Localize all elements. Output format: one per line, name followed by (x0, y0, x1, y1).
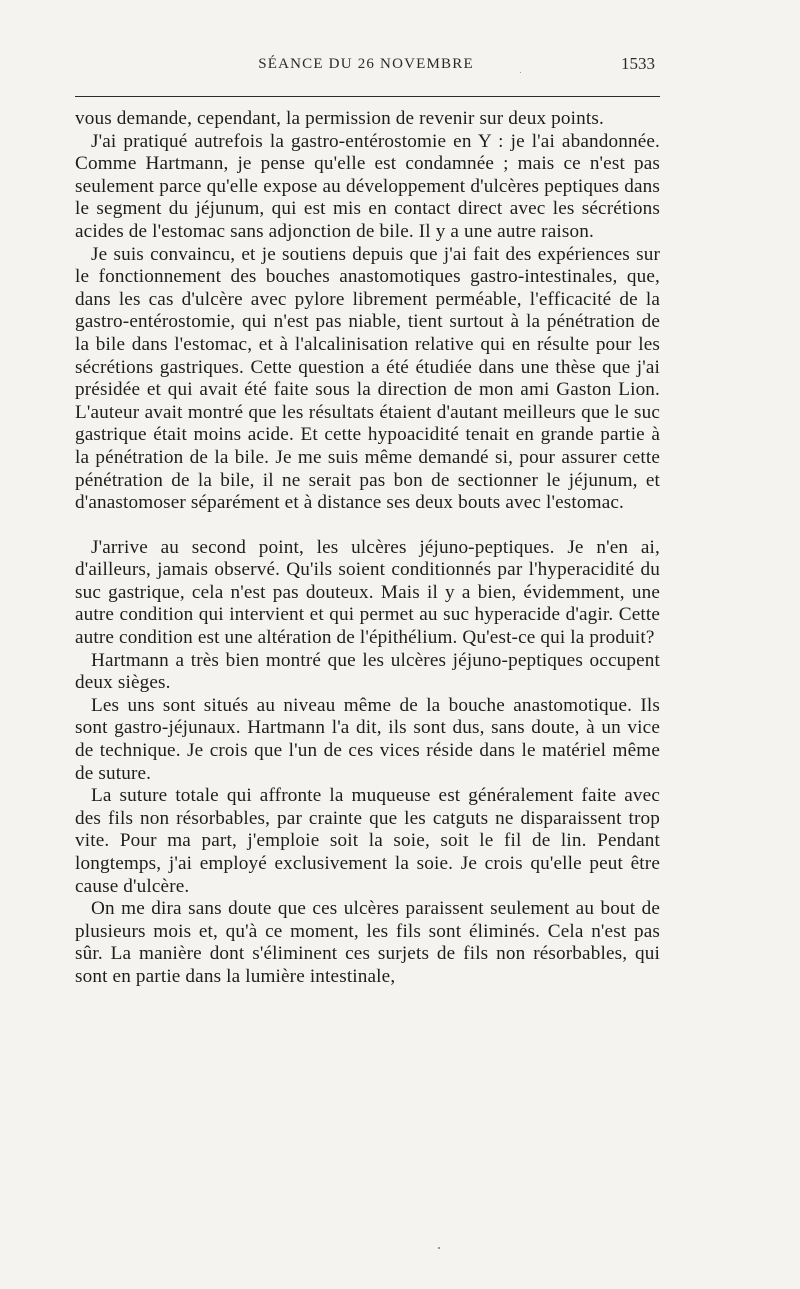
paragraph: La suture totale qui affronte la muqueuse est généralement faite avec des fils non résorbables, par crainte que les catguts ne disparaissent trop vite. Pour ma part, j'emploie soit la soie, soit le fil de lin. Pendant longtemps, j'ai employé exclusivement la soie. Je crois qu'elle peut être cause d'ulcère. (75, 785, 660, 897)
paragraph: Je suis convaincu, et je soutiens depuis que j'ai fait des expériences sur le fonctionnement des bouches anastomotiques gastro-intestinales, que, dans les cas d'ulcère avec pylore librement perméable, l'efficacité de la gastro-entérostomie, qui n'est pas niable, tient surtout à la pénétration de la bile dans l'estomac, et à l'alcalinisation relative qui en résulte pour les sécrétions gastriques. Cette question a été étudiée dans une thèse que j'ai présidée et qui avait été faite sous la direction de mon ami Gaston Lion. L'auteur avait montré que les résultats étaient d'autant meilleurs que le suc gastrique était moins acide. Et cette hypoacidité tenait en grande partie à la pénétration de la bile. Je me suis même demandé si, pour assurer cette pénétration de la bile, il ne serait pas bon de sectionner le jéjunum, et d'anastomoser séparément et à distance ses deux bouts avec l'estomac. (75, 243, 660, 514)
header-rule (75, 96, 660, 97)
paper-speck (520, 72, 521, 73)
paragraph: Hartmann a très bien montré que les ulcères jéjuno-peptiques occupent deux sièges. (75, 649, 660, 694)
page-header (75, 56, 657, 80)
body-text (75, 108, 660, 989)
paragraph: vous demande, cependant, la permission de revenir sur deux points. (75, 108, 604, 129)
paragraph: On me dira sans doute que ces ulcères paraissent seulement au bout de plusieurs mois et, qu'à ce moment, les fils sont éliminés. Cela n'est pas sûr. La manière dont s'éliminent ces surjets de fils non résorbables, qui sont en partie dans la lumière intestinale, (75, 898, 660, 987)
paragraph: J'arrive au second point, les ulcères jéjuno-peptiques. Je n'en ai, d'ailleurs, jamais observé. Qu'ils soient conditionnés par l'hyperacidité du suc gastrique, cela n'est pas douteux. Mais il y a bien, évidemment, une autre condition qui intervient et qui permet au suc hyperacide d'agir. Cette autre condition est une altération de l'épithélium. Qu'est-ce qui la produit? (75, 536, 660, 649)
paragraph: J'ai pratiqué autrefois la gastro-entérostomie en Y : je l'ai abandonnée. Comme Hartmann, je pense qu'elle est condamnée ; mais ce n'est pas seulement parce qu'elle expose au développement d'ulcères peptiques dans le segment du jéjunum, qui est mis en contact direct avec les sécrétions acides de l'estomac sans adjonction de bile. Il y a une autre raison. (75, 130, 660, 242)
paper-speck (438, 1247, 440, 1249)
running-title: SÉANCE DU 26 NOVEMBRE (258, 56, 474, 72)
paragraph: Les uns sont situés au niveau même de la bouche anastomotique. Ils sont gastro-jéjunaux. Hartmann l'a dit, ils sont dus, sans doute, à un vice de technique. Je crois que l'un de ces vices réside dans le matériel même de suture. (75, 694, 660, 784)
page-number: 1533 (621, 54, 655, 73)
